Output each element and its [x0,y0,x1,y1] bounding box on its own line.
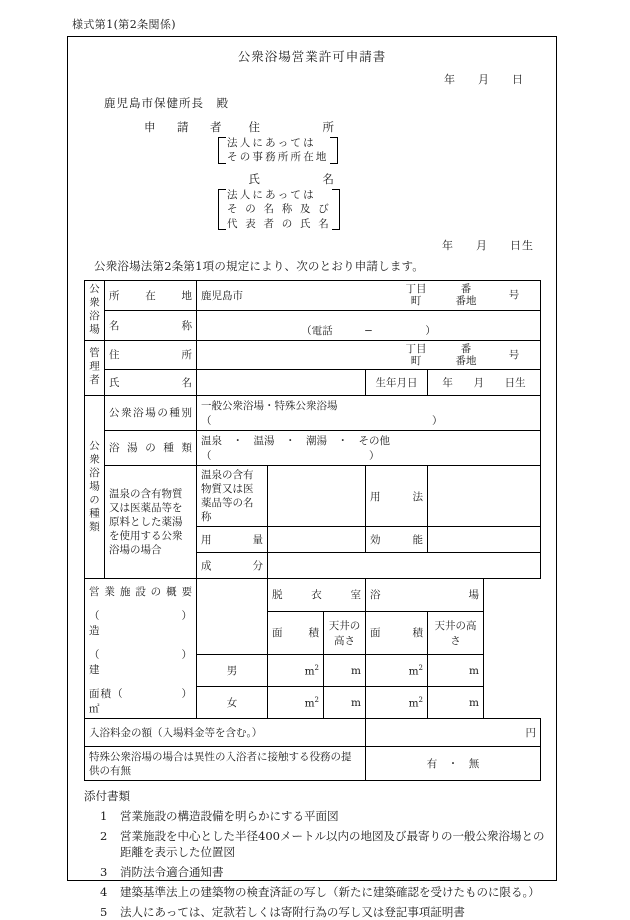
fee-value-cell[interactable]: 円 [366,719,541,747]
structure-field[interactable]: （ ）造 [89,610,192,638]
attachment-number: 2 [100,828,108,843]
list-item [78,828,546,861]
male-dressing-area-cell[interactable]: $m^2$ [268,654,324,686]
female-bath-area-cell[interactable]: $m^2$ [366,687,428,719]
female-label-cell: 女 [197,687,268,719]
table-row [85,369,541,395]
birthdate-month: 月 [473,376,484,389]
list-item [78,864,546,880]
usage-label-cell: 用法 [366,465,428,527]
bracket-right-icon [333,188,340,231]
date-month-label: 月 [478,73,490,86]
page-frame [67,36,557,919]
date-day-label: 日 [512,73,524,86]
male-label-cell: 男 [197,654,268,686]
bathhouse-section-label: 公衆浴場 [85,281,105,340]
name-note-line-2: そ の 名 称 及 び [227,203,331,216]
application-date-line [78,71,546,87]
birthdate-label-cell: 生年月日 [366,369,428,395]
bathhouse-name-value-cell[interactable] [197,310,541,340]
location-value-cell[interactable] [197,281,541,310]
attachment-text: 消防法令適合通知書 [120,864,224,879]
date-year-label: 年 [444,73,456,86]
birthdate-year: 年 [442,376,453,389]
table-row [85,579,541,611]
table-row [85,430,541,465]
dose-label-cell: 用量 [197,527,268,553]
bathhouse-name-label-cell: 名称 [105,310,197,340]
table-row [85,310,541,340]
fee-label-cell: 入浴料金の額（入場料金等を含む。） [85,719,366,747]
bracket-right-icon [331,136,338,165]
address-note-line-2: その事務所所在地 [227,151,329,164]
address-suffix-chome: 丁目 町 [405,342,427,367]
applicant-address-row [78,119,546,135]
location-label-cell: 所在地 [105,281,197,310]
applicant-label: 申 請 者 [144,120,227,134]
facility-summary-cell [85,579,197,719]
location-city-value: 鹿児島市 [201,289,243,302]
birth-year-label: 年 [442,239,454,253]
female-dressing-ceiling-cell[interactable]: m [324,687,366,719]
table-row [85,395,541,430]
applicant-address-label: 住 所 [248,120,341,134]
applicant-name-label: 氏 名 [248,171,341,186]
female-dressing-area-cell[interactable]: $m^2$ [268,687,324,719]
attachments-list [78,808,546,920]
dressing-ceiling-header-cell: 天井の高さ [324,611,366,654]
applicant-address-note [78,136,546,165]
category-label-cell: 公衆浴場の種別 [105,395,197,430]
attachment-number: 5 [100,904,108,919]
male-bath-ceiling-cell[interactable]: m [428,654,484,686]
addressee: 鹿児島市保健所長 殿 [104,96,229,110]
bath-ceiling-header-cell: 天井の高さ [428,611,484,654]
male-bath-area-cell[interactable]: $m^2$ [366,654,428,686]
attachment-text: 営業施設を中心とした半径400メートル以内の地図及び最寄りの一般公衆浴場との距離を表示した位置図 [120,828,545,860]
manager-name-value-cell[interactable] [197,369,366,395]
birth-day-label: 日生 [510,239,534,253]
phone-field[interactable]: （電話 − ） [301,324,436,337]
water-type-label-cell: 浴湯の種類 [105,430,197,465]
page-title: 公衆浴場営業許可申請書 [237,49,387,64]
address-note-line-1: 法人にあっては [227,137,316,149]
bracket-left-icon [218,136,225,165]
address-suffix-go: 号 [508,289,520,302]
bracket-left-icon [218,188,225,231]
manager-section-label: 管理者 [85,340,105,395]
list-item [78,904,546,920]
dose-value-cell[interactable] [268,527,366,553]
dressing-room-header-cell: 脱衣室 [268,579,366,611]
attachment-number: 3 [100,864,108,879]
opposite-sex-label-cell: 特殊公衆浴場の場合は異性の入浴者に接触する役務の提供の有無 [85,747,366,781]
name-note-line-3: 代 表 者 の 氏 名 [227,217,331,230]
attachment-number: 4 [100,884,108,899]
application-table [84,280,541,781]
bath-header-cell: 浴場 [366,579,484,611]
bathtype-section-label: 公衆浴場の種類 [85,395,105,579]
table-row [85,340,541,369]
table-row [85,281,541,310]
bath-area-header-cell: 面積 [366,611,428,654]
substance-name-value-cell[interactable] [268,465,366,527]
form-number: 様式第1(第2条関係) [72,18,176,31]
applicant-block [78,119,546,231]
attachment-text: 法人にあっては、定款若しくは寄附行為の写し又は登記事項証明書 [120,904,465,919]
birthdate-value-cell[interactable] [428,369,541,395]
efficacy-label-cell: 効能 [366,527,428,553]
address-suffix-chome: 丁目 町 [405,283,427,308]
applicant-name-row [78,171,546,187]
list-item [78,808,546,824]
water-type-value-cell[interactable]: 温泉 ・ 温湯 ・ 潮湯 ・ その他（ ） [197,430,541,465]
component-label-cell: 成分 [197,553,268,579]
attachments-title: 添付書類 [84,789,130,804]
substance-name-label-cell: 温泉の含有物質又は医薬品等の名称 [197,465,268,527]
efficacy-value-cell[interactable] [428,527,541,553]
opposite-sex-value-cell[interactable]: 有 ・ 無 [366,747,541,781]
address-suffix-ban: 番 番地 [455,283,477,308]
area-field[interactable]: 面積（ ）㎡ [89,688,192,716]
usage-value-cell[interactable] [428,465,541,527]
applicant-birthdate-line [78,237,546,253]
birth-month-label: 月 [476,239,488,253]
attachment-number: 1 [100,808,108,823]
address-suffix-ban: 番 番地 [455,342,477,367]
name-note-line-1: 法人にあっては [227,188,316,201]
medicinal-bath-label-cell: 温泉の含有物質又は医薬品等を原料とした薬湯を使用する公衆浴場の場合 [105,465,197,579]
dressing-area-header-cell: 面積 [268,611,324,654]
manager-name-label-cell: 氏名 [105,369,197,395]
table-row [85,719,541,747]
female-bath-ceiling-cell[interactable]: m [428,687,484,719]
table-row [85,465,541,527]
address-suffix-go: 号 [508,348,520,361]
list-item [78,884,546,900]
gender-header-cell [197,579,268,655]
applicant-name-note [78,188,546,231]
manager-address-label-cell: 住所 [105,340,197,369]
manager-address-value-cell[interactable] [197,340,541,369]
legal-statement: 公衆浴場法第2条第1項の規定により、次のとおり申請します。 [94,259,425,274]
building-field[interactable]: （ ）建 [89,649,192,677]
component-value-cell[interactable] [268,553,541,579]
male-dressing-ceiling-cell[interactable]: m [324,654,366,686]
attachment-text: 営業施設の構造設備を明らかにする平面図 [120,808,339,823]
birthdate-day: 日生 [504,376,526,389]
attachment-text: 建築基準法上の建築物の検査済証の写し（新たに建築確認を受けたものに限る。） [120,884,540,899]
table-row [85,747,541,781]
facility-summary-label: 営業施設の概要 [89,586,192,599]
category-value-cell[interactable]: 一般公衆浴場・特殊公衆浴場（ ） [197,395,541,430]
